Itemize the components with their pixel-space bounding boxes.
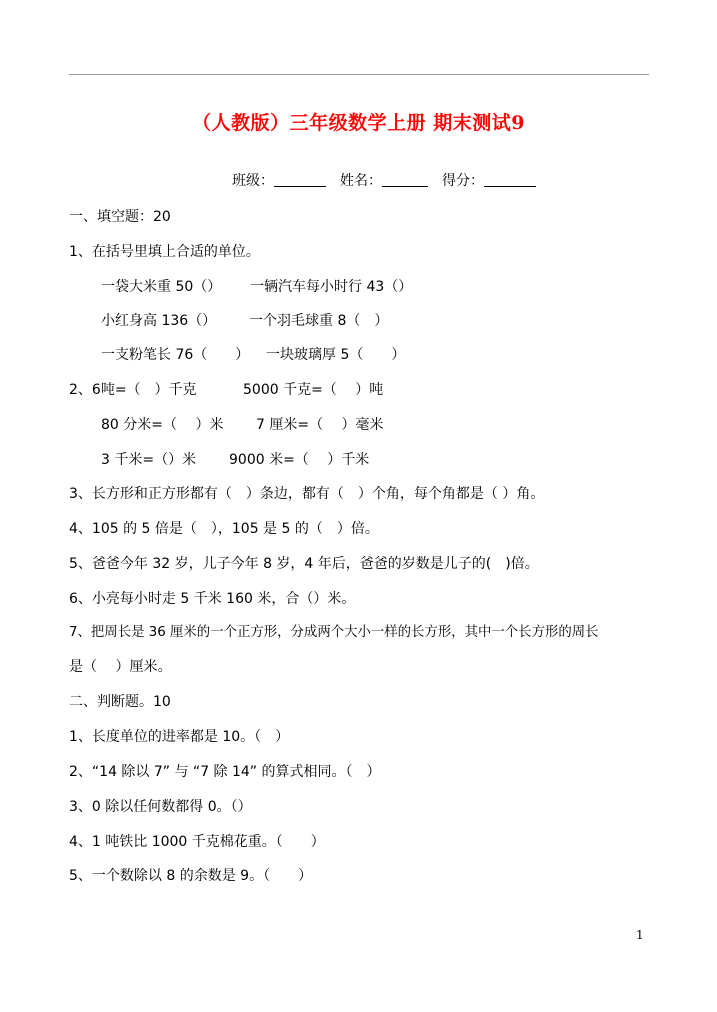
question-1-1e: 一支粉笔长 76（ ） (101, 347, 250, 363)
question-1-1: 1、在括号里填上合适的单位。 (69, 244, 260, 260)
question-1-7b: 是（ ）厘米。 (69, 659, 172, 675)
question-1-7a: 7、把周长是 36 厘米的一个正方形，分成两个大小一样的长方形，其中一个长方形的周长 (69, 625, 599, 640)
student-info-row (232, 172, 536, 190)
question-2-1: 1、长度单位的进率都是 10。（ ） (69, 729, 290, 745)
name-blank[interactable] (382, 172, 428, 187)
question-1-2b: 5000 千克=（ ）吨 (243, 382, 384, 398)
class-label: 班级： (232, 173, 274, 189)
question-1-2f: 9000 米=（ ）千米 (229, 452, 370, 468)
section-2-heading: 二、判断题。10 (69, 694, 171, 710)
page-number: 1 (636, 928, 644, 942)
question-2-3: 3、0 除以任何数都得 0。（） (69, 799, 252, 815)
question-1-1c: 小红身高 136（） (101, 313, 217, 329)
question-1-2e: 3 千米=（）米 (101, 452, 197, 468)
score-label: 得分： (442, 173, 484, 189)
question-1-2d: 7 厘米=（ ）毫米 (256, 417, 384, 433)
question-1-3: 3、长方形和正方形都有（ ）条边，都有（ ）个角，每个角都是（ ）角。 (69, 486, 545, 502)
question-1-2a: 2、6吨=（ ）千克 (69, 382, 197, 398)
question-1-4: 4、105 的 5 倍是（ ），105 是 5 的（ ）倍。 (69, 521, 379, 537)
header-rule (69, 74, 649, 75)
question-2-5: 5、一个数除以 8 的余数是 9。（ ） (69, 868, 313, 884)
score-blank[interactable] (484, 172, 536, 187)
question-1-5: 5、爸爸今年 32 岁，儿子今年 8 岁，4 年后，爸爸的岁数是儿子的( )倍。 (69, 556, 539, 572)
name-label: 姓名： (340, 173, 382, 189)
question-1-2c: 80 分米=（ ）米 (101, 417, 224, 433)
question-1-1a: 一袋大米重 50（） (101, 279, 222, 295)
question-2-2: 2、“14 除以 7” 与 “7 除 14” 的算式相同。（ ） (69, 764, 381, 780)
question-1-1d: 一个羽毛球重 8（ ） (249, 313, 389, 329)
section-1-heading: 一、填空题：20 (69, 209, 171, 225)
page-title: （人教版）三年级数学上册 期末测试9 (192, 112, 525, 134)
question-1-6: 6、小亮每小时走 5 千米 160 米，合（）米。 (69, 591, 356, 607)
question-1-1b: 一辆汽车每小时行 43（） (250, 279, 413, 295)
question-2-4: 4、1 吨铁比 1000 千克棉花重。（ ） (69, 834, 325, 850)
question-1-1f: 一块玻璃厚 5（ ） (266, 347, 406, 363)
class-blank[interactable] (274, 172, 326, 187)
